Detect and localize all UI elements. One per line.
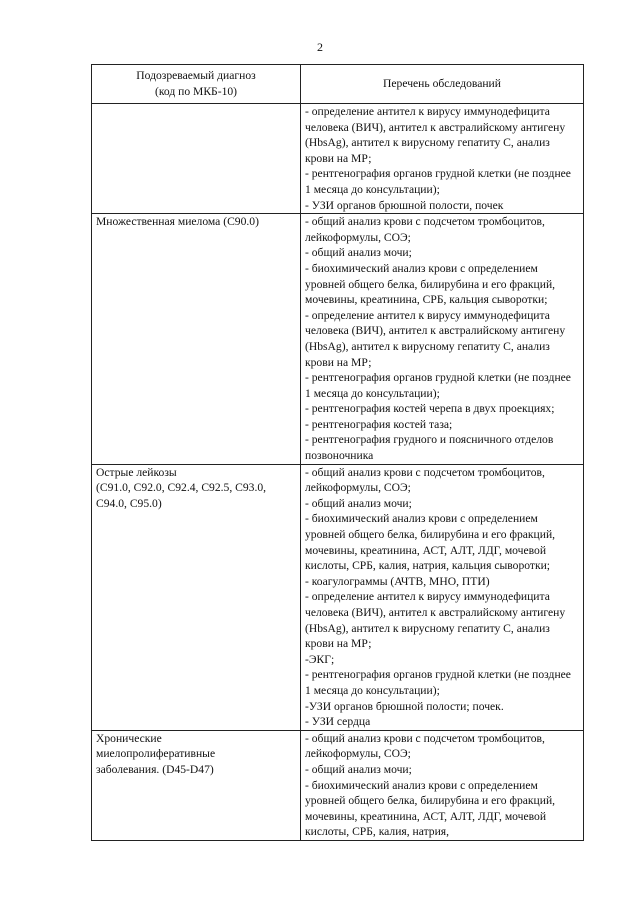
diagnosis-text: заболевания. (D45-D47): [96, 762, 214, 776]
exam-item: - рентгенография костей черепа в двух проекциях;: [305, 402, 555, 416]
table-header-row: [92, 65, 584, 104]
header-diagnosis-line: (код по МКБ-10): [154, 85, 238, 98]
exam-item: - биохимический анализ крови с определением уровней общего белка, билирубина и его фракций, мочевины, креатинина, СРБ, кальция сыворотки;: [305, 261, 556, 307]
exams-cell: [301, 730, 584, 840]
examination-table: [91, 64, 584, 841]
exam-item: - рентгенография органов грудной клетки (не позднее 1 месяца до консультации);: [305, 167, 571, 196]
diagnosis-text: Хронические: [96, 731, 162, 745]
table-row: [92, 104, 584, 214]
exam-item: - коагулограммы (АЧТВ, МНО, ПТИ): [305, 574, 490, 588]
exam-item: -ЭКГ;: [305, 652, 335, 666]
exam-item: - общий анализ крови с подсчетом тромбоцитов, лейкоформулы, СОЭ;: [305, 731, 545, 761]
diagnosis-cell: [92, 104, 301, 214]
header-diagnosis-line: Подозреваемый диагноз: [136, 69, 256, 83]
exam-item: - определение антител к вирусу иммунодефицита человека (ВИЧ), антител к австралийскому антигену (HbsAg), антител к вирусному гепатиту С, анализ крови на МР;: [305, 105, 566, 165]
exams-cell: [301, 464, 584, 730]
exam-item: - общий анализ крови с подсчетом тромбоцитов, лейкоформулы, СОЭ;: [305, 465, 545, 495]
exam-item: - рентгенография органов грудной клетки (не позднее 1 месяца до консультации);: [305, 371, 571, 400]
diagnosis-text: миелопролиферативные: [96, 747, 216, 761]
exam-item: - определение антител к вирусу иммунодефицита человека (ВИЧ), антител к австралийскому антигену (HbsAg), антител к вирусному гепатиту С, анализ крови на МР;: [305, 308, 566, 369]
table-row: [92, 214, 584, 465]
table-row: [92, 464, 584, 730]
exam-item: - рентгенография органов грудной клетки (не позднее 1 месяца до консультации);: [305, 668, 571, 697]
table-row: [92, 730, 584, 840]
exam-item: - УЗИ сердца: [305, 715, 371, 729]
diagnosis-text: Множественная миелома (С90.0): [96, 215, 259, 229]
exam-item: - общий анализ крови с подсчетом тромбоцитов, лейкоформулы, СОЭ;: [305, 215, 545, 244]
exam-item: - биохимический анализ крови с определением уровней общего белка, билирубина и его фракций, мочевины, креатинина, АСТ, АЛТ, ЛДГ, мочевой кислоты, СРБ, калия, натрия,: [305, 778, 556, 839]
page-number: 2: [317, 40, 323, 54]
diagnosis-cell: [92, 730, 301, 840]
exam-item: -УЗИ органов брюшной полости; почек.: [305, 699, 504, 713]
table-body: [92, 104, 584, 841]
exam-item: - общий анализ мочи;: [305, 496, 412, 510]
diagnosis-text: (С91.0, С92.0, С92.4, С92.5, С93.0, С94.0, С95.0): [96, 481, 267, 510]
exam-item: - рентгенография костей таза;: [305, 417, 453, 431]
header-diagnosis: [92, 65, 301, 104]
exam-item: - общий анализ мочи;: [305, 246, 412, 260]
diagnosis-cell: [92, 214, 301, 465]
exam-item: - общий анализ мочи;: [305, 762, 412, 776]
header-exams: Перечень обследований: [301, 65, 584, 104]
exams-cell: [301, 104, 584, 214]
exam-item: - рентгенография грудного и поясничного отделов позвоночника: [305, 433, 554, 463]
diagnosis-cell: [92, 464, 301, 730]
exam-item: - биохимический анализ крови с определением уровней общего белка, билирубина и его фракций, мочевины, креатинина, АСТ, АЛТ, ЛДГ, мочевой кислоты, СРБ, калия, натрия, кальция сыворотки;: [305, 512, 556, 573]
exam-item: - определение антител к вирусу иммунодефицита человека (ВИЧ), антител к австралийскому антигену (HbsAg), антител к вирусному гепатиту С, анализ крови на МР;: [305, 590, 566, 651]
exams-cell: [301, 214, 584, 465]
exam-item: - УЗИ органов брюшной полости, почек: [305, 198, 504, 212]
diagnosis-text: Острые лейкозы: [96, 465, 177, 479]
